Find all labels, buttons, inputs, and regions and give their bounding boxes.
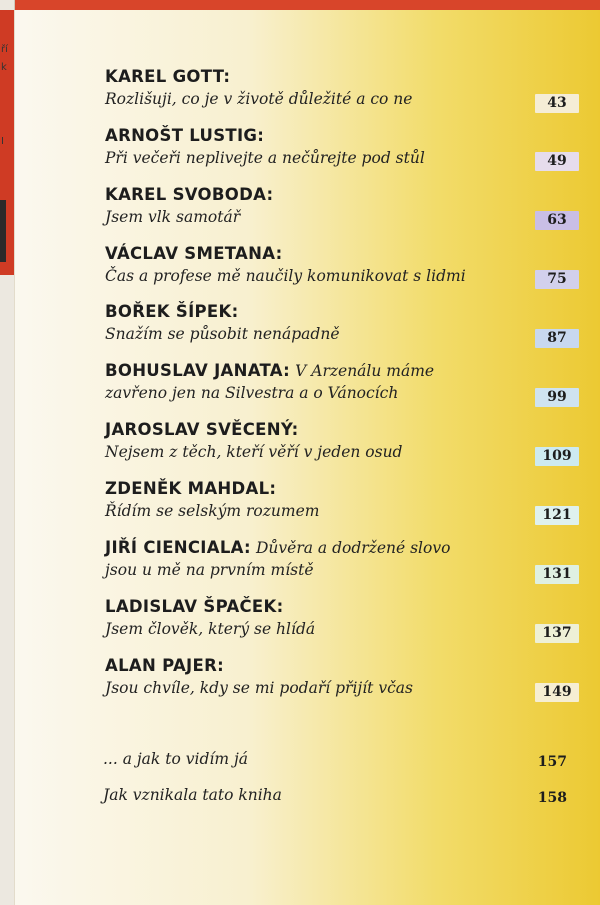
entry-name: KAREL GOTT: [105, 67, 231, 86]
page-number: 131 [542, 566, 572, 582]
page-number: 157 [537, 754, 567, 770]
toc-tail-entry: ... a jak to vidím já [103, 750, 248, 768]
page-number: 75 [547, 271, 567, 287]
edge-text-fragment: ří [1, 44, 8, 55]
page-number: 109 [542, 448, 572, 464]
toc-tail-entry: Jak vznikala tato kniha [103, 786, 282, 804]
page-number-box [535, 447, 579, 466]
entry-title-start: V Arzenálu máme [295, 362, 435, 380]
page-number: 158 [537, 790, 567, 806]
page-number: 49 [547, 153, 567, 169]
page-number: 121 [542, 507, 572, 523]
toc-entry [105, 478, 585, 522]
edge-text-fragment: k [1, 62, 7, 73]
page-number-box [535, 152, 579, 171]
entry-title: Snažím se působit nenápadně [105, 325, 340, 343]
toc-entry [105, 360, 585, 404]
page-number-box [535, 624, 579, 643]
page-number-box [535, 506, 579, 525]
entry-title-start: Důvěra a dodržené slovo [256, 539, 451, 557]
entry-title: Při večeři neplivejte a nečůrejte pod stůl [105, 149, 425, 167]
entry-name: JAROSLAV SVĚCENÝ: [105, 420, 299, 439]
entry-name: ZDENĚK MAHDAL: [105, 479, 277, 498]
page-number-box [535, 94, 579, 113]
entry-title: Nejsem z těch, kteří věří v jeden osud [105, 443, 403, 461]
page-number: 99 [547, 389, 567, 405]
entry-name: ARNOŠT LUSTIG: [105, 126, 265, 145]
entry-title: Jsem člověk, který se hlídá [105, 620, 316, 638]
page-number: 137 [542, 625, 572, 641]
entry-name: ALAN PAJER: [105, 656, 224, 675]
top-edge-stripe [0, 0, 600, 10]
entry-name: LADISLAV ŠPAČEK: [105, 597, 284, 616]
entry-title: Jsou chvíle, kdy se mi podaří přijít včas [105, 679, 413, 697]
toc-entry [105, 125, 585, 169]
entry-title: jsou u mě na prvním místě [105, 561, 314, 579]
page-number: 63 [547, 212, 567, 228]
entry-name: JIŘÍ CIENCIALA: [105, 538, 251, 557]
page-number-box [535, 683, 579, 702]
entry-name: BOŘEK ŠÍPEK: [105, 302, 239, 321]
adjacent-page-dark-block [0, 200, 6, 262]
edge-text-fragment: I [1, 136, 4, 147]
toc-entry [105, 66, 585, 110]
page-number: 149 [542, 684, 572, 700]
page-number: 43 [547, 95, 567, 111]
page-number-box [535, 388, 579, 407]
adjacent-page-edge [0, 0, 15, 905]
toc-entry [105, 243, 585, 287]
entry-title: Čas a profese mě naučily komunikovat s lidmi [105, 267, 466, 285]
toc-entry [105, 596, 585, 640]
page-number-box [535, 565, 579, 584]
toc-entry [105, 301, 585, 345]
toc-entry [105, 537, 585, 581]
toc-entry [105, 655, 585, 699]
toc-entry [105, 419, 585, 463]
entry-title: Rozlišuji, co je v životě důležité a co ne [105, 90, 413, 108]
entry-title: Jsem vlk samotář [105, 208, 241, 226]
entry-title: zavřeno jen na Silvestra a o Vánocích [105, 384, 399, 402]
page-number-box [535, 270, 579, 289]
entry-name: BOHUSLAV JANATA: [105, 361, 291, 380]
toc-entry [105, 184, 585, 228]
page-number: 87 [547, 330, 567, 346]
contents-page [14, 10, 600, 905]
entry-name: KAREL SVOBODA: [105, 185, 274, 204]
entry-name: VÁCLAV SMETANA: [105, 244, 283, 263]
page-number-box [535, 329, 579, 348]
page-number-box [535, 211, 579, 230]
entry-title: Řídím se selským rozumem [105, 502, 320, 520]
